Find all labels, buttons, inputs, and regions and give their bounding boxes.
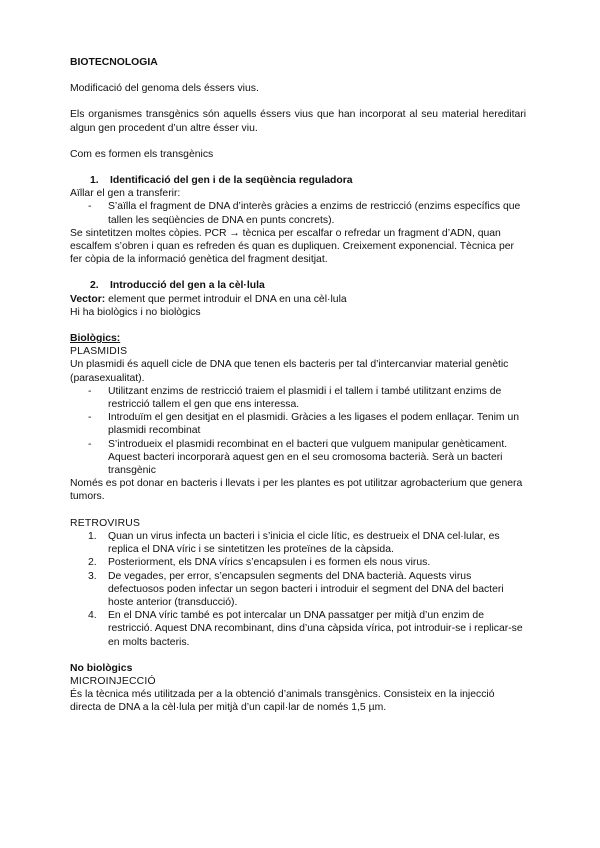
retrovirus-list <box>70 530 526 649</box>
dash-bullet: - <box>88 438 92 450</box>
bullet-text: S’aïlla el fragment de DNA d’interès gràcies a enzims de restricció (enzims específics que tallen les seqüències de DNA en punts concrets). <box>108 201 521 226</box>
list-item <box>70 385 526 411</box>
non-biologics-heading: No biològics <box>70 662 133 674</box>
list-item <box>70 200 526 226</box>
bullet-text: S’introdueix el plasmidi recombinat en el bacteri que vulguem manipular genèticament. Aquest bacteri incorporarà aquest gen en el seu cromosoma bacterià. Serà un bacteri transgènic <box>108 438 508 477</box>
step1-heading <box>70 174 526 187</box>
retrovirus-heading: RETROVIRUS <box>70 517 141 529</box>
list-number: 1. <box>88 530 97 542</box>
list-item <box>70 530 526 556</box>
list-item <box>70 556 526 569</box>
step1-bullet-list <box>70 200 526 226</box>
vector-types: Hi ha biològics i no biològics <box>70 306 201 318</box>
transgenics-definition: Els organismes transgènics són aquells éssers vius que han incorporat al seu material hereditari algun gen procedent d’un altre ésser viu. <box>70 109 526 134</box>
list-item <box>70 570 526 610</box>
step2-number: 2. <box>90 280 99 292</box>
list-text: En el DNA víric també es pot intercalar un DNA passatger per mitjà d’un enzim de restricció. Aquest DNA recombinant, dins d’una càpsida vírica, pot introduir-se i replicar-se en molts bacteris. <box>108 610 523 648</box>
list-number: 3. <box>88 570 97 582</box>
list-text: Quan un virus infecta un bacteri i s’inicia el cicle lític, es destrueix el DNA cel·lular, es replica el DNA víric i se sintetitzen les proteïnes de la càpsida. <box>108 530 500 556</box>
plasmids-after-paragraph: Només es pot donar en bacteris i llevats i per les plantes es pot utilitzar agrobacterium que genera tumors. <box>70 478 523 503</box>
list-text: De vegades, per error, s’encapsulen segments del DNA bacterià. Aquests virus defectuosos poden infectar un segon bacteri i introduir el segment del DNA del bacteri hoste anterior (transducció). <box>108 570 504 608</box>
list-item <box>70 438 526 478</box>
plasmids-heading: PLASMIDIS <box>70 346 128 358</box>
step1-number: 1. <box>90 175 99 187</box>
microinjection-heading: MICROINJECCIÓ <box>70 675 156 687</box>
microinjection-paragraph: És la tècnica més utilitzada per a la obtenció d’animals transgènics. Consisteix en la injecció directa de DNA a la cèl·lula per mitjà d’un capil·lar de només 1,5 µm. <box>70 689 495 714</box>
vector-label: Vector: <box>70 293 106 305</box>
plasmids-bullet-list <box>70 385 526 477</box>
list-number: 2. <box>88 557 97 569</box>
biologics-heading: Biològics: <box>70 333 121 345</box>
vector-paragraph <box>70 293 526 306</box>
step1-heading-text: Identificació del gen i de la seqüència reguladora <box>110 175 353 187</box>
step1-line: Aïllar el gen a transferir: <box>70 188 181 200</box>
list-item <box>70 411 526 437</box>
dash-bullet: - <box>88 412 92 424</box>
dash-bullet: - <box>88 385 92 397</box>
how-formed-paragraph: Com es formen els transgènics <box>70 148 214 160</box>
step1-after-paragraph: Se sintetitzen moltes còpies. PCR → tècnica per escalfar o refredar un fragment d’ADN, quan escalfem s’obren i quan es refreden és quan es dupliquen. Creixement exponencial. Tècnica per fer còpia de la informació genètica del fragment desitjat. <box>70 227 514 266</box>
intro-paragraph: Modificació del genoma dels éssers vius. <box>70 83 259 95</box>
list-item <box>70 609 526 649</box>
list-text: Posteriorment, els DNA vírics s’encapsulen i es formen els nous virus. <box>108 557 431 569</box>
bullet-text: Utilitzant enzims de restricció traiem el plasmidi i el tallem i també utilitzant enzims de restricció tallem el gen que ens interessa. <box>108 385 502 411</box>
list-number: 4. <box>88 610 97 622</box>
plasmids-paragraph: Un plasmidi és aquell cicle de DNA que tenen els bacteris per tal d’intercanviar material genètic (parasexualitat). <box>70 359 509 384</box>
step2-heading-text: Introducció del gen a la cèl·lula <box>110 280 265 292</box>
bullet-text: Introduïm el gen desitjat en el plasmidi. Gràcies a les ligases el podem enllaçar. Tenim un plasmidi recombinat <box>108 412 520 437</box>
dash-bullet: - <box>88 201 92 213</box>
vector-text: element que permet introduir el DNA en una cèl·lula <box>105 293 347 305</box>
step2-heading <box>70 279 526 292</box>
document-title: BIOTECNOLOGIA <box>70 57 158 68</box>
